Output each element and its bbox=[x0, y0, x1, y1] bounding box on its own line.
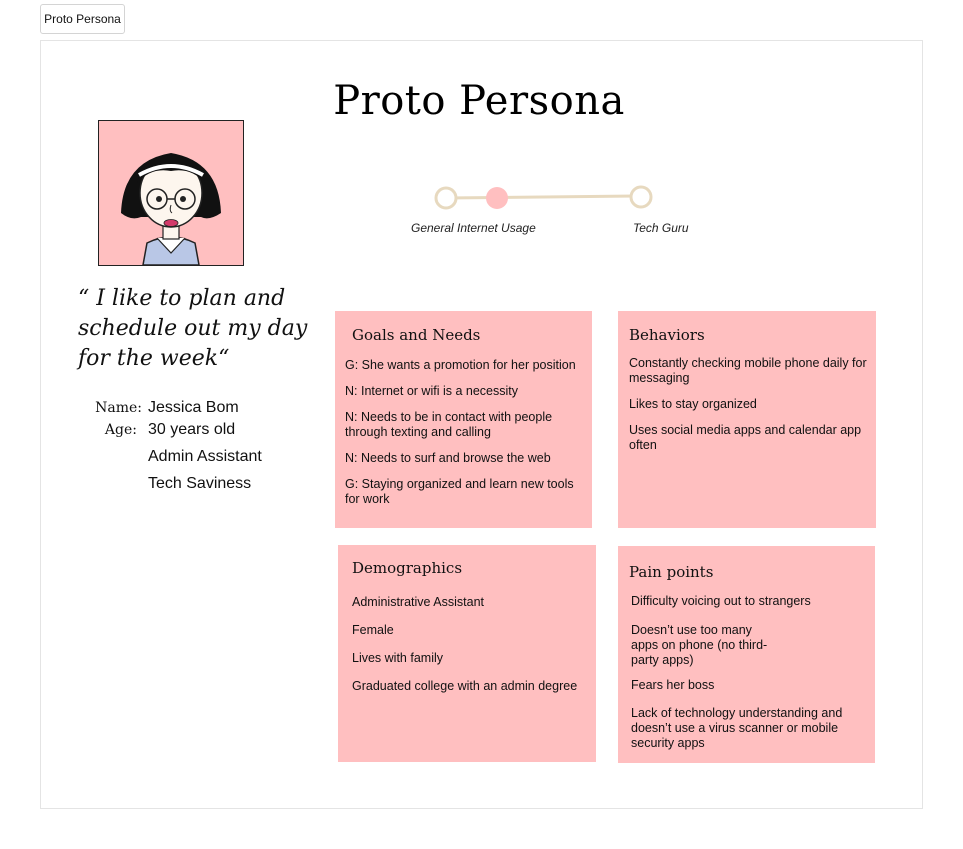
pain-points-title: Pain points bbox=[629, 563, 714, 581]
pain-points-item: Fears her boss bbox=[631, 678, 715, 692]
goals-item: N: Needs to be in contact with people through texting and calling bbox=[345, 410, 553, 439]
scale-start-marker bbox=[436, 188, 456, 208]
demographics-item: Female bbox=[352, 623, 394, 637]
demographics-item: Graduated college with an admin degree bbox=[352, 679, 578, 693]
age-value: 30 years old bbox=[148, 421, 236, 438]
persona-illustration-icon bbox=[99, 121, 243, 265]
scale-right-label: Tech Guru bbox=[633, 221, 689, 235]
behaviors-card bbox=[618, 311, 876, 528]
persona-quote: “ I like to plan and schedule out my day for the week“ bbox=[78, 286, 308, 371]
tab-proto-persona[interactable]: Proto Persona bbox=[40, 4, 125, 34]
demographics-item: Administrative Assistant bbox=[352, 595, 484, 609]
tech-savviness-scale bbox=[411, 180, 710, 240]
demographics-title: Demographics bbox=[352, 559, 463, 577]
pain-points-card bbox=[618, 546, 875, 763]
name-value: Jessica Bom bbox=[148, 399, 239, 416]
age-label: Age: bbox=[104, 422, 137, 438]
tech-saviness-label: Tech Saviness bbox=[148, 475, 252, 492]
goals-item: N: Needs to surf and browse the web bbox=[345, 451, 551, 465]
goals-needs-title: Goals and Needs bbox=[352, 326, 481, 344]
name-label: Name: bbox=[95, 400, 142, 416]
scale-current-marker bbox=[486, 187, 508, 209]
role-value: Admin Assistant bbox=[148, 448, 262, 465]
behaviors-item: Constantly checking mobile phone daily for messaging bbox=[629, 356, 867, 385]
pain-points-item: Doesn’t use too many apps on phone (no third-party apps) bbox=[631, 623, 768, 667]
behaviors-title: Behaviors bbox=[629, 326, 705, 344]
goals-item: G: She wants a promotion for her position bbox=[345, 358, 576, 372]
goals-needs-card bbox=[335, 311, 592, 528]
avatar bbox=[98, 120, 244, 266]
scale-left-label: General Internet Usage bbox=[411, 221, 536, 235]
scale-end-marker bbox=[631, 187, 651, 207]
demographics-item: Lives with family bbox=[352, 651, 443, 665]
pain-points-item: Difficulty voicing out to strangers bbox=[631, 594, 811, 608]
goals-item: G: Staying organized and learn new tools for work bbox=[345, 477, 574, 506]
behaviors-item: Likes to stay organized bbox=[629, 397, 757, 411]
demographics-card bbox=[338, 545, 596, 762]
page-title: Proto Persona bbox=[333, 78, 625, 124]
scale-track-icon bbox=[420, 180, 710, 216]
pain-points-item: Lack of technology understanding and doesn’t use a virus scanner or mobile security apps bbox=[631, 706, 843, 750]
behaviors-item: Uses social media apps and calendar app often bbox=[629, 423, 862, 452]
goals-item: N: Internet or wifi is a necessity bbox=[345, 384, 518, 398]
